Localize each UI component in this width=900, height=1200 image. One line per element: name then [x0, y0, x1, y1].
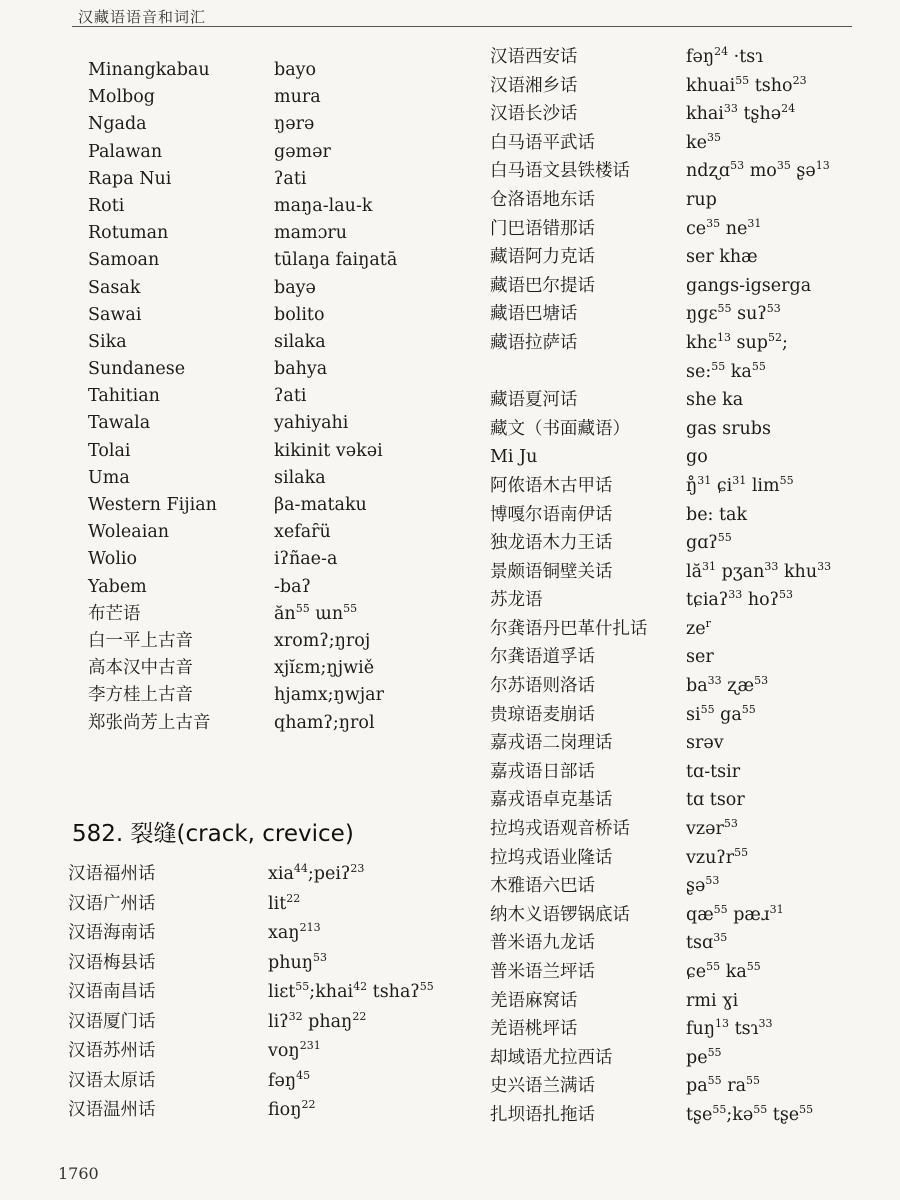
word-form: $pa^{55}$ $ra^{55}$: [686, 1074, 761, 1097]
language-name: Sasak: [88, 277, 141, 298]
entry-row: [490, 1072, 890, 1101]
word-form: khai$^{33}$ tʂhə$^{24}$: [686, 102, 796, 125]
entry-row: [490, 329, 890, 358]
entry-row: [490, 72, 890, 101]
language-name: 博嘎尔语南伊话: [490, 504, 613, 525]
language-name: 景颇语铜壁关话: [490, 561, 613, 582]
word-form: ŋ̊$^{31}$ ɕi$^{31}$ $\lim^{55}$: [686, 473, 794, 496]
language-name: 汉语西安话: [490, 47, 578, 67]
language-name: 拉坞戎语业隆话: [490, 847, 613, 868]
entry-row: [490, 558, 890, 587]
word-form: kikinit vəkəi: [274, 440, 383, 461]
word-form: bolito: [274, 304, 325, 325]
word-form: vzuʔr$^{55}$: [686, 845, 749, 868]
word-form: tɑ tsor: [686, 790, 745, 811]
word-form: ʂə$^{53}$: [686, 874, 720, 897]
word-form: lit$^{22}$: [268, 891, 301, 914]
entry-row: [490, 1044, 890, 1073]
language-name: Tawala: [88, 413, 151, 434]
language-name: 汉语苏州话: [68, 1041, 156, 1061]
word-form: $ba^{33}$ ʐæ$^{53}$: [686, 674, 769, 697]
entry-row: [88, 383, 448, 410]
running-head: 汉藏语语音和词汇: [78, 8, 207, 26]
language-name: Palawan: [88, 141, 163, 162]
language-name: 独龙语木力王话: [490, 533, 613, 554]
word-form: ʔati: [274, 168, 307, 189]
word-form: $ăn^{55}$ ɯn$^{55}$: [274, 601, 358, 624]
word-form: qhamʔ;ŋrol: [274, 712, 375, 733]
word-form: xromʔ;ŋroj: [274, 630, 371, 651]
word-form: mamɔru: [274, 223, 348, 244]
entry-row: [88, 492, 448, 519]
entry-row: [68, 978, 468, 1008]
language-name: 郑张尚芳上古音: [88, 712, 211, 733]
entry-row: [490, 844, 890, 873]
language-name: Rotuman: [88, 223, 169, 244]
entry-row: [490, 615, 890, 644]
language-name: 嘉戎语卓克基话: [490, 790, 613, 811]
language-name: 汉语南昌话: [68, 982, 156, 1002]
language-name: 高本汉中古音: [88, 658, 193, 679]
word-form: ser khæ: [686, 247, 758, 268]
entry-row: [490, 501, 890, 530]
word-form: -baʔ: [274, 576, 311, 597]
language-name: 白一平上古音: [88, 630, 193, 651]
entry-row: [490, 157, 890, 186]
language-name: 汉语福州话: [68, 864, 156, 884]
language-name: 汉语太原话: [68, 1070, 156, 1091]
language-name: 史兴语兰满话: [490, 1076, 595, 1097]
language-name: 汉语广州话: [68, 893, 156, 914]
language-name: Mi Ju: [490, 447, 538, 468]
header-rule: [72, 26, 852, 27]
word-form: ŋgε$^{55}$ suʔ$^{53}$: [686, 302, 781, 325]
entry-row: [88, 275, 448, 302]
entry-row: [490, 987, 890, 1016]
language-name: 汉语温州话: [68, 1100, 156, 1120]
language-name: Yabem: [88, 576, 147, 597]
word-form: $lă^{31}$ pʒan$^{33}$ khu$^{33}$: [686, 559, 832, 582]
language-name: Woleaian: [88, 522, 170, 543]
language-name: Tahitian: [88, 386, 160, 407]
word-form: bayo: [274, 60, 317, 80]
entry-row: [88, 655, 448, 682]
entry-row: [490, 129, 890, 158]
entry-row: [490, 901, 890, 930]
language-name: Western Fijian: [88, 495, 217, 515]
entry-row: [68, 860, 468, 890]
entry-row: [490, 472, 890, 501]
word-form: gas srubs: [686, 418, 771, 439]
word-form: khε$^{13}$ sup$^{52}$;: [686, 330, 788, 353]
entry-row: [490, 586, 890, 615]
language-name: 尔苏语则洛话: [490, 676, 595, 697]
word-form: ʔati: [274, 386, 307, 407]
entry-row: [88, 193, 448, 220]
word-form: liʔ$^{32}$ phaŋ$^{22}$: [268, 1009, 367, 1032]
word-form: ɕe$^{55}$ $ka^{55}$: [686, 960, 761, 982]
word-form: tsɑ$^{35}$: [686, 931, 728, 954]
language-name: 藏语拉萨话: [490, 332, 578, 353]
language-name: 汉语湘乡话: [490, 75, 578, 96]
entry-row: [490, 358, 890, 387]
language-name: 却域语尤拉西话: [490, 1047, 613, 1068]
entry-row: [490, 643, 890, 672]
entry-row: [490, 215, 890, 244]
language-name: 门巴语错那话: [490, 218, 595, 239]
language-name: 贵琼语麦崩话: [490, 704, 595, 725]
word-form: gangs-igserga: [686, 275, 812, 296]
entry-row: [88, 546, 448, 573]
entry-row: [88, 166, 448, 193]
left-column-top: [88, 57, 448, 737]
language-name: Sika: [88, 331, 127, 352]
word-form: iʔñae-a: [274, 549, 338, 570]
word-form: srəv: [686, 733, 724, 754]
entry-row: [68, 919, 468, 949]
word-form: bayə: [274, 277, 316, 298]
word-form: se:$^{55}$ $ka^{55}$: [686, 359, 766, 382]
entry-row: [88, 57, 448, 84]
entry-row: [490, 672, 890, 701]
language-name: 阿侬语木古甲话: [490, 475, 613, 496]
entry-row: [88, 519, 448, 546]
word-form: vzər$^{53}$: [686, 817, 738, 840]
entry-row: [490, 1015, 890, 1044]
word-form: tɕiaʔ$^{33}$ hoʔ$^{53}$: [686, 588, 794, 611]
word-form: go: [686, 447, 708, 468]
entry-row: [88, 438, 448, 465]
entry-row: [490, 186, 890, 215]
entry-row: [490, 386, 890, 415]
word-form: fuŋ$^{13}$ tsɿ$^{33}$: [686, 1017, 773, 1040]
entry-row: [490, 1101, 890, 1130]
language-name: 尔龚语道孚话: [490, 647, 595, 668]
entry-row: [490, 243, 890, 272]
language-name: Wolio: [88, 549, 138, 570]
word-form: xefaȓü: [274, 522, 331, 543]
word-form: $qæ^{55}$ pæɹ$^{31}$: [686, 902, 784, 925]
right-column: [490, 43, 890, 1130]
entry-row: [68, 890, 468, 920]
entry-row: [490, 758, 890, 787]
language-name: 仓洛语地东话: [490, 189, 595, 210]
left-column-bottom: [68, 860, 468, 1126]
word-form: fioŋ$^{22}$: [268, 1098, 316, 1120]
entry-row: [490, 300, 890, 329]
language-name: 汉语海南话: [68, 923, 156, 943]
word-form: rup: [686, 189, 717, 210]
entry-row: [490, 415, 890, 444]
word-form: maŋa-lau-k: [274, 195, 373, 216]
entry-row: [88, 247, 448, 274]
entry-row: [490, 929, 890, 958]
entry-row: [68, 1008, 468, 1038]
word-form: she ka: [686, 390, 744, 411]
language-name: 藏语巴塘话: [490, 304, 578, 325]
entry-row: [88, 329, 448, 356]
word-form: bahya: [274, 359, 328, 380]
language-name: Ngada: [88, 114, 147, 135]
word-form: xaŋ$^{213}$: [268, 921, 321, 943]
word-form: gɑʔ$^{55}$: [686, 531, 732, 554]
word-form: $ke^{35}$: [686, 130, 721, 153]
language-name: 白马语平武话: [490, 132, 595, 153]
language-name: Roti: [88, 195, 125, 216]
language-name: 羌语麻窝话: [490, 990, 578, 1011]
word-form: fəŋ$^{24}$ ·tsɿ: [686, 45, 764, 67]
language-name: 汉语长沙话: [490, 104, 578, 125]
language-name: 扎坝语扎拖话: [490, 1104, 595, 1125]
entry-row: [490, 272, 890, 301]
entry-row: [88, 139, 448, 166]
word-form: hjamx;ŋwjar: [274, 685, 384, 706]
word-form: $ze^r$: [686, 616, 711, 639]
language-name: 白马语文县铁楼话: [490, 161, 630, 182]
section-title: 582. 裂缝(crack, crevice): [72, 821, 354, 847]
language-name: Molbog: [88, 87, 155, 108]
language-name: 汉语厦门话: [68, 1011, 156, 1032]
entry-row: [490, 443, 890, 472]
language-name: 藏语巴尔提话: [490, 275, 595, 296]
language-name: 藏语夏河话: [490, 390, 578, 411]
entry-row: [88, 410, 448, 437]
word-form: silaka: [274, 331, 326, 352]
entry-row: [88, 84, 448, 111]
entry-row: [88, 111, 448, 138]
page-number: 1760: [58, 1164, 99, 1183]
entry-row: [88, 356, 448, 383]
entry-row: [490, 529, 890, 558]
entry-row: [490, 958, 890, 987]
language-name: Rapa Nui: [88, 168, 172, 189]
word-form: be: tak: [686, 504, 748, 525]
word-form: tɑ-tsir: [686, 761, 741, 782]
entry-row: [88, 710, 448, 737]
language-name: Sundanese: [88, 359, 186, 380]
language-name: 藏语阿力克话: [490, 247, 595, 268]
language-name: 布芒语: [88, 603, 141, 624]
entry-row: [88, 574, 448, 601]
language-name: 木雅语六巴话: [490, 876, 595, 897]
language-name: 纳木义语锣锅底话: [490, 904, 630, 925]
entry-row: [490, 786, 890, 815]
language-name: Samoan: [88, 250, 160, 271]
word-form: tʂe$^{55}$;kə$^{55}$ tʂe$^{55}$: [686, 1102, 814, 1125]
word-form: mura: [274, 87, 321, 108]
language-name: Uma: [88, 467, 130, 488]
entry-row: [68, 949, 468, 979]
language-name: 苏龙语: [490, 590, 543, 611]
language-name: Minangkabau: [88, 60, 210, 80]
language-name: 嘉戎语二岗理话: [490, 733, 613, 754]
language-name: 普米语九龙话: [490, 933, 595, 954]
word-form: silaka: [274, 467, 326, 488]
word-form: khuai$^{55}$ tsho$^{23}$: [686, 73, 807, 96]
entry-row: [88, 302, 448, 329]
language-name: Tolai: [88, 440, 131, 461]
entry-row: [490, 43, 890, 72]
word-form: $pe^{55}$: [686, 1045, 722, 1068]
language-name: Sawai: [88, 304, 142, 325]
entry-row: [88, 465, 448, 492]
word-form: ser: [686, 647, 714, 668]
entry-row: [490, 100, 890, 129]
entry-row: [88, 628, 448, 655]
language-name: 汉语梅县话: [68, 952, 156, 973]
entry-row: [88, 601, 448, 628]
word-form: $ce^{35}$ $ne^{31}$: [686, 216, 762, 239]
entry-row: [68, 1067, 468, 1097]
language-name: 拉坞戎语观音桥话: [490, 819, 630, 840]
language-name: 李方桂上古音: [88, 685, 193, 706]
entry-row: [490, 815, 890, 844]
word-form: voŋ$^{231}$: [268, 1039, 321, 1061]
language-name: 尔龚语丹巴革什扎话: [490, 618, 648, 639]
word-form: gəmər: [274, 141, 331, 162]
word-form: yahiyahi: [274, 413, 349, 434]
language-name: 普米语兰坪话: [490, 962, 595, 982]
language-name: 藏文（书面藏语）: [490, 418, 630, 439]
word-form: xjĭεm;ŋjwiě: [274, 658, 375, 679]
entry-row: [490, 872, 890, 901]
word-form: $si^{55}$ $ga^{55}$: [686, 702, 756, 725]
language-name: 嘉戎语日部话: [490, 761, 595, 782]
word-form: xia$^{44}$;peiʔ$^{23}$: [268, 862, 365, 884]
word-form: phuŋ$^{53}$: [268, 950, 328, 973]
word-form: rmi ɣi: [686, 990, 739, 1011]
word-form: tūlaŋa faiŋatā: [274, 250, 398, 271]
entry-row: [490, 701, 890, 730]
word-form: βa-mataku: [274, 495, 367, 515]
word-form: ŋərə: [274, 114, 315, 135]
entry-row: [88, 220, 448, 247]
entry-row: [68, 1037, 468, 1067]
word-form: liεt$^{55}$;khai$^{42}$ tshaʔ$^{55}$: [268, 980, 434, 1002]
word-form: ndʐɑ$^{53}$ $mo^{35}$ ʂə$^{13}$: [686, 159, 830, 182]
language-name: 羌语桃坪话: [490, 1019, 578, 1040]
entry-row: [88, 682, 448, 709]
word-form: fəŋ$^{45}$: [268, 1068, 311, 1091]
entry-row: [68, 1096, 468, 1126]
entry-row: [490, 729, 890, 758]
